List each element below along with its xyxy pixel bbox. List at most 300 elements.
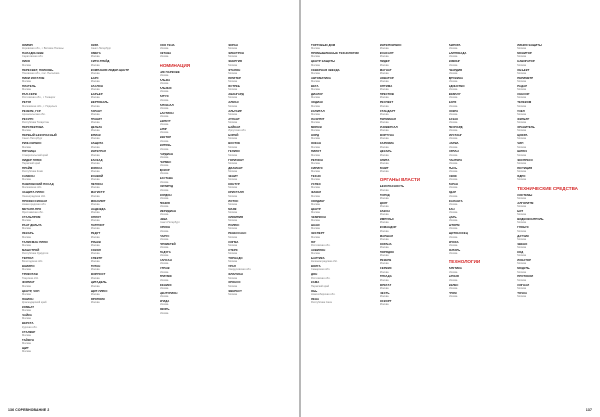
entry-name: ЗОДИАК — [311, 100, 323, 105]
directory-entry — [517, 77, 580, 84]
entry-address: Москва — [90, 235, 100, 239]
directory-entry — [228, 142, 291, 149]
entry-name: СИТИ-ТРЕЙД — [90, 59, 110, 64]
directory-entry — [380, 267, 443, 274]
directory-entry — [380, 142, 443, 149]
entry-address: Москва — [159, 196, 169, 200]
entry-address: Москва — [159, 270, 169, 274]
entry-address: Москва — [311, 129, 320, 133]
entry-name: РИФ-СЕРВИС — [22, 141, 42, 146]
entry-address: Республика Саха — [311, 301, 332, 305]
entry-address: Москва — [311, 227, 320, 231]
entry-name: СИСТЕМЫ — [517, 192, 533, 197]
entry-name: КИРАСА — [90, 165, 103, 170]
entry-name: ТЕЛЕКОМ — [517, 100, 532, 105]
directory-entry — [22, 314, 85, 321]
entry-name: ДЕЛЬТА — [90, 124, 103, 129]
directory-entry — [449, 110, 512, 117]
directory-entry — [91, 159, 154, 166]
right-col-2 — [380, 44, 443, 399]
directory-entry — [228, 134, 291, 141]
entry-address: Санкт-Петербург — [159, 221, 180, 225]
entry-address: Москва — [159, 246, 169, 250]
entry-name: ТАРАН — [448, 182, 458, 187]
directory-entry — [160, 194, 223, 201]
entry-name: ПРОФЕССИОНАЛ — [22, 198, 48, 203]
entry-address: Москва — [448, 137, 458, 141]
entry-name: ТЕРРАЛ — [22, 255, 34, 260]
directory-entry — [311, 159, 374, 166]
entry-address: Москва — [311, 235, 320, 239]
entry-address: Москва — [90, 104, 100, 108]
entry-name: СТАЛКЕР — [22, 329, 36, 334]
directory-entry — [22, 44, 85, 51]
entry-address: Москва — [90, 219, 100, 223]
entry-address: Москва — [22, 284, 31, 288]
directory-entry — [380, 235, 443, 242]
directory-entry — [380, 110, 443, 117]
directory-entry — [22, 265, 85, 272]
entry-name: ОРЛАН — [448, 149, 459, 154]
entry-name: ЗАЩИТА — [90, 141, 104, 146]
directory-entry — [22, 249, 85, 256]
directory-entry — [449, 200, 512, 207]
directory-entry — [449, 101, 512, 108]
entry-address: Москва — [311, 137, 320, 141]
directory-entry — [517, 226, 580, 233]
entry-address: Москва — [228, 243, 238, 247]
entry-name: ЛЕНА — [311, 296, 320, 301]
directory-entry — [380, 150, 443, 157]
entry-name: ТЕХНО — [311, 174, 321, 178]
entry-address: Москва — [448, 243, 458, 247]
directory-entry — [228, 208, 291, 215]
directory-entry — [160, 218, 223, 225]
entry-address: Москва — [22, 88, 31, 92]
entry-address: Москва — [448, 104, 458, 108]
entry-address: Москва — [159, 106, 169, 110]
entry-name: ФРЕГАТ — [379, 282, 392, 287]
entry-name: ЦИФРА — [517, 133, 528, 138]
entry-name: МОНИТОР — [517, 51, 532, 56]
entry-name: ГОРИЗОНТ — [228, 157, 244, 162]
entry-address: Москва — [159, 82, 169, 86]
directory-entry — [91, 298, 154, 305]
entry-address: Москва — [311, 211, 320, 215]
directory-entry — [449, 216, 512, 223]
entry-address: Москва — [90, 268, 100, 272]
entry-name: ВЕРСТА — [22, 321, 34, 326]
entry-address: Москва — [311, 251, 320, 255]
entry-name: РЕСУРС — [22, 116, 34, 121]
entry-address: Москва — [379, 145, 389, 149]
entry-name: БРОНЯ — [448, 274, 459, 279]
entry-name: ХАРИЗМА — [379, 141, 395, 146]
entry-address: Москва — [228, 153, 238, 157]
directory-entry — [311, 232, 374, 239]
entry-name: ТРИУМФ — [159, 274, 172, 279]
entry-address: Москва — [90, 251, 100, 255]
entry-name: МАГНАТ — [379, 67, 392, 72]
directory-entry — [449, 126, 512, 133]
directory-entry — [91, 44, 154, 51]
entry-name: ЧЕМПИОН — [311, 214, 326, 219]
directory-entry — [160, 71, 223, 78]
entry-address: Москва — [22, 227, 31, 231]
entry-address: Тверская обл. — [22, 276, 39, 280]
entry-address: Московская обл., г. Подольск — [22, 104, 57, 108]
entry-address: Москва — [448, 186, 458, 190]
entry-address: Москва — [379, 254, 389, 258]
directory-entry — [449, 60, 512, 67]
entry-address: Москва — [90, 88, 100, 92]
directory-entry — [311, 175, 374, 182]
directory-entry — [160, 87, 223, 94]
entry-name: БЕЗОПАСНОСТЬ — [379, 184, 405, 189]
entry-name: КАПИТАЛ — [311, 108, 325, 113]
directory-entry — [449, 275, 512, 282]
directory-entry — [22, 191, 85, 198]
entry-name: ФОРМАТ — [22, 280, 35, 285]
entry-address: Москва — [379, 262, 389, 266]
entry-name: ПЕРСПЕКТИВА — [22, 124, 44, 129]
entry-name: РЕЗЕРВ, ГСР — [22, 108, 41, 113]
entry-name: ЮНИОН — [22, 296, 34, 301]
entry-name: БАРС — [90, 75, 99, 80]
directory-entry — [228, 281, 291, 288]
directory-entry — [160, 284, 223, 291]
entry-name: ФАЛАНГА — [448, 198, 463, 203]
entry-name: ДИАЛОГ — [311, 92, 324, 97]
directory-entry — [517, 210, 580, 217]
directory-entry — [91, 224, 154, 231]
entry-name: ИНТЕГРАЛ — [90, 149, 107, 154]
directory-entry — [22, 142, 85, 149]
entry-address: Москва — [22, 350, 31, 354]
directory-entry — [160, 267, 223, 274]
directory-entry — [22, 208, 85, 215]
entry-address: Ленинградская обл. — [22, 194, 46, 198]
entry-address: Ставропольский край — [22, 153, 48, 157]
entry-name: ТОРГОВЫЙ ДОМ — [311, 44, 336, 47]
entry-address: Москва — [379, 237, 389, 241]
directory-entry — [380, 210, 443, 217]
entry-name: ТАЙФУН — [22, 337, 34, 342]
entry-name: ИСКРА — [448, 108, 459, 113]
section-heading: ТЕХНОЛОГИИ — [448, 259, 481, 265]
entry-name: ПЯТНИЦА — [22, 149, 37, 154]
entry-name: СТАЛЬПРОМ — [22, 214, 41, 219]
entry-address: Москва — [517, 47, 527, 51]
directory-entry — [380, 194, 443, 201]
entry-name: ООО ГЕНА — [159, 44, 175, 47]
entry-name: ЧИП — [517, 141, 524, 146]
directory-entry — [91, 183, 154, 190]
entry-name: КОД — [517, 249, 524, 254]
entry-address: Москва — [311, 71, 320, 75]
entry-address: Москва — [90, 120, 100, 124]
directory-entry — [380, 226, 443, 233]
directory-entry — [22, 134, 85, 141]
entry-name: ДОН — [311, 272, 318, 277]
entry-name: ДРУЖИНА — [448, 75, 464, 80]
entry-name: КОНСАЛТ — [379, 51, 394, 56]
entry-address: Москва — [159, 205, 169, 209]
entry-address: Москва — [228, 96, 238, 100]
directory-entry — [91, 110, 154, 117]
entry-address: Москва — [379, 229, 389, 233]
entry-name: СЕВЕРНАЯ ЗВЕЗДА — [311, 67, 340, 72]
entry-address: Москва — [517, 80, 527, 84]
entry-name: МОДУЛЬ — [517, 266, 530, 271]
entry-address: Москва — [159, 123, 169, 127]
directory-entry — [380, 167, 443, 174]
entry-address: Калининградская обл. — [311, 260, 338, 264]
entry-address: Москва — [311, 120, 320, 124]
directory-entry — [311, 216, 374, 223]
directory-entry — [380, 275, 443, 282]
entry-name: БАЙКАЛ — [228, 124, 241, 129]
directory-entry — [517, 259, 580, 266]
entry-address: Москва — [379, 120, 389, 124]
entry-address: Краснодарский край — [22, 301, 47, 305]
directory-entry — [91, 241, 154, 248]
entry-address: Москва — [159, 131, 169, 135]
entry-address: Республика Коми — [22, 170, 43, 174]
entry-address: Москва — [22, 219, 31, 223]
directory-entry — [22, 167, 85, 174]
entry-address: Москва — [379, 55, 389, 59]
entry-name: СЕРВИС — [379, 266, 392, 271]
directory-entry — [160, 292, 223, 299]
entry-address: Москва — [22, 317, 31, 321]
entry-address: Москва — [517, 237, 527, 241]
directory-entry — [311, 85, 374, 92]
directory-entry — [228, 257, 291, 264]
entry-name: ОКРА — [90, 44, 99, 47]
entry-name: КАМА — [311, 280, 320, 285]
directory-entry — [228, 77, 291, 84]
entry-address: Москва — [228, 251, 238, 255]
directory-entry — [311, 126, 374, 133]
entry-address: Москва — [228, 178, 238, 182]
entry-name: АРКТИКА — [448, 266, 462, 271]
entry-name: ПРОМЕТЕЙ — [159, 241, 176, 246]
directory-entry — [517, 101, 580, 108]
entry-name: ОПТИМА — [379, 83, 393, 88]
section-heading: НОМИНАЦИЯ — [159, 62, 191, 68]
entry-address: Москва — [90, 202, 100, 206]
entry-address: Москва — [90, 284, 100, 288]
directory-entry — [449, 175, 512, 182]
directory-entry — [380, 93, 443, 100]
directory-entry — [517, 52, 580, 59]
entry-address: Москва — [448, 286, 458, 290]
entry-address: Москва — [379, 270, 389, 274]
directory-entry — [91, 200, 154, 207]
entry-address: Иркутская обл. — [228, 129, 247, 133]
section-heading: ТЕХНИЧЕСКИЕ СРЕДСТВА — [517, 185, 578, 191]
entry-address: Москва — [159, 90, 169, 94]
entry-address: Москва — [448, 227, 458, 231]
entry-name: ДОЗОР — [159, 168, 170, 173]
entry-address: Москва — [228, 137, 238, 141]
entry-address: Москва — [90, 137, 100, 141]
entry-address: Москва — [228, 80, 238, 84]
entry-address: Москва — [228, 186, 238, 190]
entry-name: СИГНАЛ — [517, 282, 530, 287]
entry-name: КОМБАТ — [22, 305, 35, 309]
directory-entry — [160, 120, 223, 127]
entry-address: Москва — [311, 178, 320, 182]
entry-address: Москва — [379, 80, 389, 84]
directory-entry — [517, 93, 580, 100]
entry-name: АКВИЛОН — [311, 247, 326, 252]
directory-entry — [311, 249, 374, 256]
entry-name: ОРИОН — [159, 225, 171, 230]
directory-entry — [22, 101, 85, 108]
directory-entry — [380, 101, 443, 108]
directory-entry — [311, 52, 374, 59]
entry-name: УРАЛ — [228, 264, 236, 269]
entry-address: Москва — [379, 63, 389, 67]
entry-address: Москва — [311, 112, 320, 116]
entry-name: ТЕРМИНАЛ — [379, 116, 396, 121]
directory-entry — [160, 128, 223, 135]
entry-address: Москва — [90, 71, 100, 75]
entry-address: Москва — [228, 292, 238, 296]
entry-name: МАГИСТР — [90, 190, 105, 195]
directory-entry — [380, 134, 443, 141]
directory-entry — [380, 159, 443, 166]
directory-entry — [311, 118, 374, 125]
left-col-1 — [22, 44, 85, 399]
entry-address: Москва — [159, 262, 169, 266]
entry-name: РЕГУЛ — [22, 100, 32, 105]
directory-entry — [160, 95, 223, 102]
entry-name: ВИТЯЗЬ — [159, 143, 172, 148]
directory-entry — [311, 44, 374, 51]
directory-entry — [449, 85, 512, 92]
entry-name: ЭГИДА — [159, 299, 170, 304]
directory-entry — [91, 175, 154, 182]
entry-address: Москва — [448, 270, 458, 274]
entry-address: Москва — [448, 194, 458, 198]
entry-address: Москва — [228, 219, 238, 223]
entry-name: ЕДИНСТВО — [448, 83, 465, 88]
directory-entry — [228, 241, 291, 248]
entry-address: Москва — [159, 278, 169, 282]
entry-name: ЭВЕРЕСТ — [228, 288, 242, 293]
entry-name: ЮГ — [311, 239, 316, 244]
directory-entry — [517, 284, 580, 291]
entry-address: Москва — [228, 145, 238, 149]
entry-address: Москва — [159, 147, 169, 151]
directory-entry — [380, 69, 443, 76]
entry-address: Новосибирская обл. — [311, 292, 336, 296]
directory-entry — [160, 52, 223, 59]
entry-address: Москва — [517, 161, 527, 165]
directory-entry — [160, 251, 223, 258]
entry-name: ТОРНАДО — [228, 255, 243, 260]
entry-name: НАДЕЖДА — [90, 206, 106, 211]
left-footer — [8, 408, 49, 412]
directory-entry — [449, 224, 512, 231]
entry-name: ЯДРО — [517, 174, 526, 178]
entry-name: ЮПИТЕР — [228, 75, 241, 80]
entry-address: Москва — [90, 227, 100, 231]
entry-name: УСПЕХ — [311, 182, 321, 187]
entry-address: Москва — [379, 161, 389, 165]
directory-entry — [22, 175, 85, 182]
entry-address: Москва — [517, 270, 527, 274]
entry-name: ПАВЛОВСКИЙ ПОСАД — [22, 182, 54, 187]
directory-entry — [311, 298, 374, 305]
entry-name: ЛИНИЯ ЗАЩИТЫ — [517, 44, 542, 47]
entry-address: Москва — [159, 172, 169, 176]
directory-entry — [311, 241, 374, 248]
entry-name: НЕВА — [159, 217, 168, 222]
entry-address: Москва — [448, 96, 458, 100]
entry-name: РЕГИОН — [311, 157, 323, 162]
directory-entry — [228, 93, 291, 100]
directory-entry — [228, 85, 291, 92]
entry-address: Московская обл. — [22, 186, 42, 190]
directory-entry — [449, 232, 512, 239]
entry-name: ТРИАДА — [379, 274, 392, 279]
directory-entry — [311, 281, 374, 288]
right-page — [301, 0, 600, 417]
entry-name: ПЕРИМЕТР — [517, 75, 534, 80]
entry-name: ЦЕНТУРИОН — [159, 290, 178, 295]
directory-entry — [91, 167, 154, 174]
entry-name: ХАН — [448, 206, 455, 211]
directory-entry — [228, 110, 291, 117]
entry-address: Москва — [517, 120, 527, 124]
entry-name: ОПЛОТ — [90, 214, 102, 219]
directory-entry — [228, 191, 291, 198]
entry-name: РЕДУТ — [90, 231, 101, 236]
entry-name: СПЕКТР — [90, 255, 103, 260]
directory-entry — [311, 257, 374, 264]
entry-name: ЯНТАРЬ — [448, 247, 461, 252]
directory-entry — [160, 161, 223, 168]
entry-address: Москва — [228, 170, 238, 174]
entry-name: ШТОРМ — [448, 223, 460, 228]
entry-name: КОНВОЙ — [90, 174, 104, 178]
entry-address: Москва — [90, 211, 100, 215]
entry-name: ПРЕСТИЖ — [379, 92, 395, 97]
entry-name: ПИКИ ИОГАТОВ — [22, 75, 45, 80]
entry-name: ЛЕКАРЬ — [22, 231, 34, 236]
directory-entry — [22, 290, 85, 297]
entry-address: Москва — [228, 120, 238, 124]
entry-name: ИНТЕРСЕРВИС — [379, 44, 402, 47]
entry-name: ЯСТРЕБ — [228, 83, 240, 88]
entry-name: ЗВЕНО — [517, 241, 528, 246]
entry-address: Москва — [22, 342, 31, 346]
entry-name: КОНТУР — [228, 182, 240, 187]
entry-address: Москва — [311, 96, 320, 100]
directory-entry — [160, 300, 223, 307]
entry-address: Москва — [448, 161, 458, 165]
entry-name: БАРРИКАДА — [448, 51, 467, 56]
entry-name: СИГМА — [228, 239, 239, 244]
directory-entry — [311, 60, 374, 67]
entry-name: ПЕРВЫЙ БЕЗОПАСНЫЙ — [22, 133, 57, 138]
directory-entry — [449, 241, 512, 248]
directory-entry — [517, 175, 580, 182]
